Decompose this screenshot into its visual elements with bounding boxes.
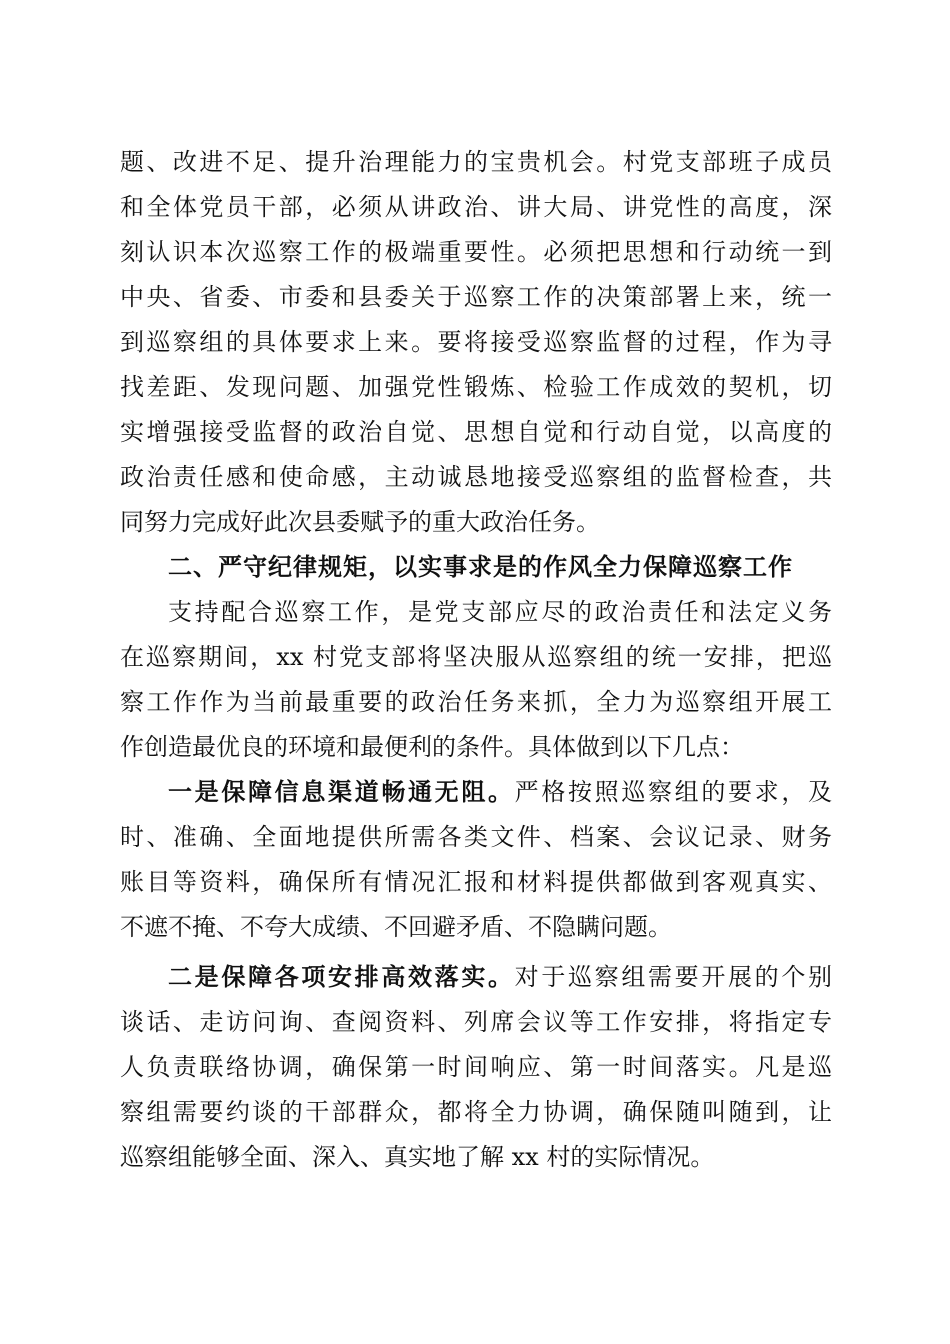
paragraph-1-line: 中央、省委、市委和县委关于巡察工作的决策部署上来，统一 <box>120 283 832 311</box>
paragraph-1-line: 同努力完成好此次县委赋予的重大政治任务。 <box>120 508 600 536</box>
paragraph-1-line: 到巡察组的具体要求上来。要将接受巡察监督的过程，作为寻 <box>120 328 832 356</box>
point-1-first-line-rest: 严格按照巡察组的要求，及 <box>514 778 832 806</box>
point-2-lead: 二是保障各项安排高效落实。 <box>168 963 515 991</box>
point-2-first-line-rest: 对于巡察组需要开展的个别 <box>514 963 832 991</box>
paragraph-1-line: 实增强接受监督的政治自觉、思想自觉和行动自觉，以高度的 <box>120 418 832 446</box>
point-1-lead: 一是保障信息渠道畅通无阻。 <box>168 778 515 806</box>
point-2-line: 巡察组能够全面、深入、真实地了解 xx 村的实际情况。 <box>120 1143 715 1171</box>
paragraph-2-line: 作创造最优良的环境和最便利的条件。具体做到以下几点： <box>120 733 744 761</box>
point-1-line: 不遮不掩、不夸大成绩、不回避矛盾、不隐瞒问题。 <box>120 913 672 941</box>
paragraph-2 <box>120 590 832 770</box>
paragraph-1-line: 找差距、发现问题、加强党性锻炼、检验工作成效的契机，切 <box>120 373 832 401</box>
paragraph-2-line: 在巡察期间，xx 村党支部将坚决服从巡察组的统一安排，把巡 <box>120 643 832 671</box>
point-2-line: 察组需要约谈的干部群众，都将全力协调，确保随叫随到，让 <box>120 1098 832 1126</box>
point-1-line: 账目等资料，确保所有情况汇报和材料提供都做到客观真实、 <box>120 868 832 896</box>
point-2-line: 谈话、走访问询、查阅资料、列席会议等工作安排，将指定专 <box>120 1008 832 1036</box>
paragraph-2-line: 支持配合巡察工作，是党支部应尽的政治责任和法定义务 <box>168 598 832 626</box>
point-2 <box>120 955 832 1180</box>
paragraph-1-line: 题、改进不足、提升治理能力的宝贵机会。村党支部班子成员 <box>120 148 832 176</box>
point-2-line: 人负责联络协调，确保第一时间响应、第一时间落实。凡是巡 <box>120 1053 832 1081</box>
paragraph-1-line: 刻认识本次巡察工作的极端重要性。必须把思想和行动统一到 <box>120 238 832 266</box>
section-heading: 二、严守纪律规矩，以实事求是的作风全力保障巡察工作 <box>168 553 793 581</box>
paragraph-1-line: 和全体党员干部，必须从讲政治、讲大局、讲党性的高度，深 <box>120 193 832 221</box>
point-1-first-line <box>120 770 832 815</box>
point-1-line: 时、准确、全面地提供所需各类文件、档案、会议记录、财务 <box>120 823 832 851</box>
paragraph-2-line: 察工作作为当前最重要的政治任务来抓，全力为巡察组开展工 <box>120 688 832 716</box>
point-1 <box>120 770 832 950</box>
section-heading-2 <box>120 545 832 590</box>
paragraph-1-line: 政治责任感和使命感，主动诚恳地接受巡察组的监督检查，共 <box>120 463 832 491</box>
paragraph-1 <box>120 140 832 545</box>
point-2-first-line <box>120 955 832 1000</box>
